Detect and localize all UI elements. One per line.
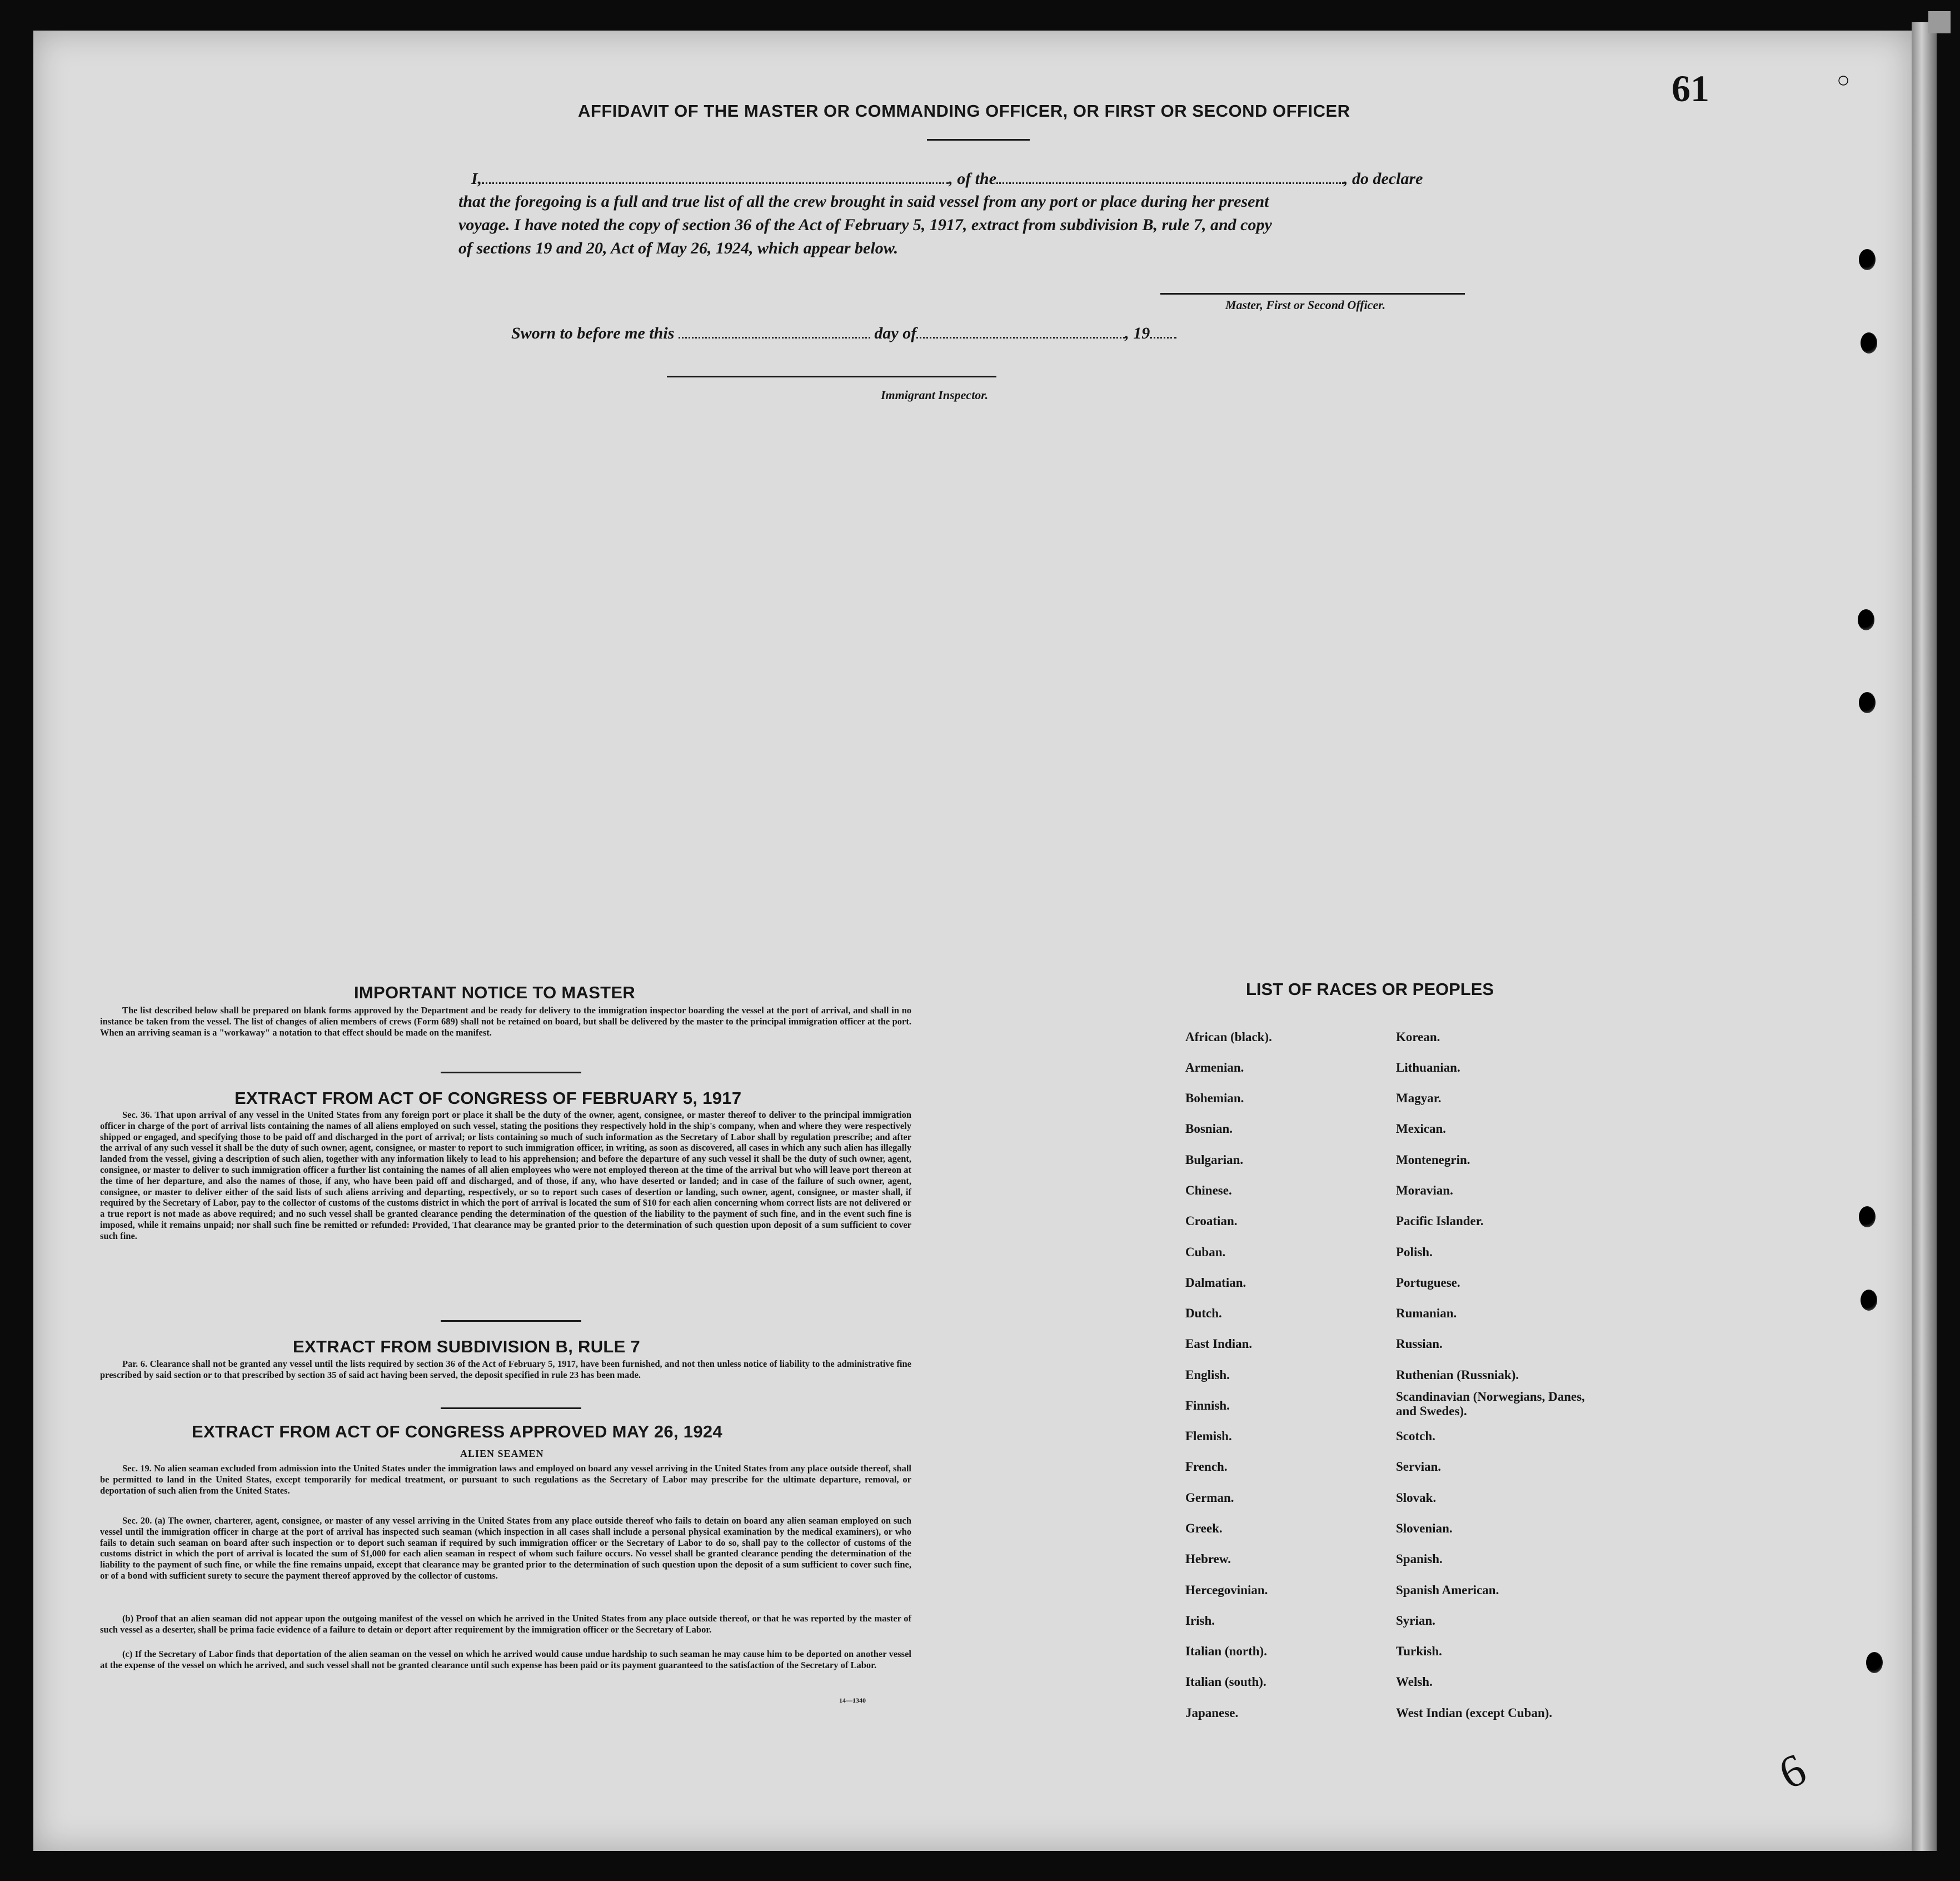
notice-body: The list described below shall be prepared on blank forms approved by the Department and be ready for delivery to the immigration inspector boarding the vessel at the port of arrival, and shall in no instance be taken from the vessel. The list of changes of alien members of crews (Form 689) shall not be retained on board, but shall be delivered by the master to the principal immigration officer at the port. When an arriving seaman is a "workaway" a notation to that effect should be made on the manifest. (100, 1005, 911, 1038)
punch-hole (1861, 332, 1877, 354)
extract-1924-title: EXTRACT FROM ACT OF CONGRESS APPROVED MAY 26, 1924 (192, 1422, 722, 1441)
race-item: Dalmatian. (1185, 1276, 1246, 1290)
race-item: Slovenian. (1396, 1521, 1453, 1535)
punch-hole (1859, 249, 1876, 270)
race-item: Moravian. (1396, 1183, 1453, 1197)
races-title: LIST OF RACES OR PEOPLES (1246, 979, 1494, 999)
race-item: Flemish. (1185, 1429, 1232, 1443)
race-item: Polish. (1396, 1245, 1433, 1259)
inspector-signature-line[interactable] (667, 376, 996, 377)
race-item: Syrian. (1396, 1614, 1435, 1628)
declare-text: , do declare (1344, 170, 1423, 188)
sworn-day-of: day of (874, 324, 917, 342)
alien-seamen-subtitle: ALIEN SEAMEN (460, 1448, 544, 1459)
race-item: Armenian. (1185, 1061, 1244, 1074)
race-item: Rumanian. (1396, 1306, 1457, 1320)
race-item: Mexican. (1396, 1122, 1447, 1136)
extract-1917-title: EXTRACT FROM ACT OF CONGRESS OF FEBRUARY 5, 1917 (235, 1088, 742, 1108)
sec20a-body: Sec. 20. (a) The owner, charterer, agent, consignee, or master of any vessel arriving in the United States from any place outside thereof who fails to detain on board any alien seaman employed on such vessel until the immigration officer in charge at the port of arrival has inspected such seaman (which inspection in all cases shall include a personal physical examination by the medical examiners), or who fails to detain such seaman on board after such inspection or to deport such seaman if required by such immigration officer or the Secretary of Labor to do so, shall pay to the collector of customs of the customs district in which the port of arrival is located the sum of $1,000 for each alien seaman in respect of whom such failure occurs. No vessel shall be granted clearance pending the determination of the liability to the payment of such fine, or while the fine remains unpaid, except that clearance may be granted prior to the determination of such question upon the deposit of a sum sufficient to cover such fine, or of a bond with sufficient surety to secure the payment thereof approved by the collector of customs. (100, 1515, 911, 1581)
circle-mark: ○ (1837, 67, 1851, 92)
race-item: German. (1185, 1491, 1234, 1505)
section-rule (441, 1320, 581, 1322)
punch-hole (1861, 1290, 1877, 1311)
race-item: Spanish. (1396, 1552, 1443, 1566)
extract-rule7-title: EXTRACT FROM SUBDIVISION B, RULE 7 (293, 1337, 641, 1356)
race-item: Cuban. (1185, 1245, 1226, 1259)
race-item: Turkish. (1396, 1644, 1442, 1658)
race-item: Finnish. (1185, 1399, 1230, 1412)
title-rule (927, 139, 1030, 141)
race-item: Japanese. (1185, 1706, 1239, 1720)
sec20b-body: (b) Proof that an alien seaman did not appear upon the outgoing manifest of the vessel on which he arrived in the United States from any place outside thereof, or that he was reported by the master of such vessel as a deserter, shall be prima facie evidence of a failure to detain or deport after requirement by the immigration officer or the Secretary of Labor. (100, 1613, 911, 1635)
notice-title: IMPORTANT NOTICE TO MASTER (354, 983, 636, 1002)
punch-hole (1859, 692, 1876, 713)
race-item: Montenegrin. (1396, 1153, 1470, 1167)
race-item: Russian. (1396, 1337, 1443, 1351)
race-item: Italian (north). (1185, 1644, 1267, 1658)
affidavit-line-2: that the foregoing is a full and true list of all the crew brought in said vessel from any port or place during her present (458, 192, 1269, 211)
section-rule (441, 1407, 581, 1409)
race-item: Hebrew. (1185, 1552, 1231, 1566)
declarant-name-field[interactable] (482, 170, 949, 184)
race-item: Chinese. (1185, 1183, 1232, 1197)
race-item: Korean. (1396, 1030, 1440, 1044)
race-item: Servian. (1396, 1460, 1442, 1474)
sworn-year-prefix: , 19 (1125, 324, 1150, 342)
sec19-body: Sec. 19. No alien seaman excluded from admission into the United States under the immigration laws and employed on board any vessel arriving in the United States from any place outside thereof, shall be permitted to land in the United States, except temporarily for medical treatment, or pursuant to such regulations as the Secretary of Labor may prescribe for the ultimate departure, removal, or deportation of such alien from the United States. (100, 1463, 911, 1496)
page-number-mark: 61 (1672, 67, 1709, 110)
race-item: Ruthenian (Russniak). (1396, 1368, 1519, 1382)
race-item: Lithuanian. (1396, 1061, 1460, 1074)
race-item: African (black). (1185, 1030, 1272, 1044)
affidavit-title: AFFIDAVIT OF THE MASTER OR COMMANDING OFFICER, OR FIRST OR SECOND OFFICER (578, 101, 1350, 121)
race-item: East Indian. (1185, 1337, 1253, 1351)
race-item: Spanish American. (1396, 1583, 1499, 1597)
sworn-year-field[interactable] (1150, 325, 1176, 339)
vessel-name-field[interactable] (996, 170, 1344, 184)
race-item: Dutch. (1185, 1306, 1222, 1320)
race-item: Italian (south). (1185, 1675, 1266, 1689)
sworn-day-field[interactable] (679, 325, 870, 339)
race-item: Bohemian. (1185, 1091, 1244, 1105)
punch-hole (1858, 609, 1874, 630)
extract-1917-body: Sec. 36. That upon arrival of any vessel in the United States from any foreign port or place it shall be the duty of the owner, agent, consignee, or master thereof to deliver to the principal immigration officer in charge of the port of arrival lists containing the names of all aliens employed on such vessel, stating the positions they respectively hold in the ship's company, when and where they were respectively shipped or engaged, and specifying those to be paid off and discharged in the port of arrival; or lists containing so much of such information as the Secretary of Labor shall by regulation prescribe; and after the arrival of any such vessel it shall be the duty of such owner, agent, consignee, or master to report to such immigration officer, in writing, as soon as discovered, all cases in which any such alien has illegally landed from the vessel, giving a description of such alien, together with any information likely to lead to his apprehension; and before the departure of any such vessel it shall be the duty of such owner, agent, consignee, or master to deliver to such immigration officer a further list containing the names of all alien employees who were not employed thereon at the time of the arrival but who will leave port thereon at the time of her departure, and also the names of those, if any, who have been paid off and discharged, and of those, if any, who have deserted or landed; and in case of the failure of such owner, agent, consignee, or master to deliver either of the said lists of such aliens arriving and departing, respectively, or so to report such cases of desertion or landing, such owner, agent, consignee, or master shall, if required by the Secretary of Labor, pay to the collector of customs of the customs district in which the port of arrival is located the sum of $10 for each alien concerning whom correct lists are not delivered or a true report is not made as above required; and no such vessel shall be granted clearance pending the determination of the question of the liability to the payment of such fine, and in the event such fine is imposed, while it remains unpaid; nor shall such fine be remitted or refunded: Provided, That clearance may be granted prior to the determination of such question upon deposit of a sum sufficient to cover such fine. (100, 1109, 911, 1241)
race-item: West Indian (except Cuban). (1396, 1706, 1553, 1720)
signature-label: Master, First or Second Officer. (1225, 298, 1386, 312)
signature-line[interactable] (1160, 293, 1465, 295)
punch-hole (1859, 1206, 1876, 1227)
race-item: Hercegovinian. (1185, 1583, 1268, 1597)
form-number: 14—1340 (839, 1696, 866, 1704)
race-item: Pacific Islander. (1396, 1214, 1484, 1228)
vessel-prefix: , of the (949, 170, 997, 188)
page-corner (1928, 11, 1951, 33)
inspector-label: Immigrant Inspector. (881, 388, 989, 402)
sec20c-body: (c) If the Secretary of Labor finds that deportation of the alien seaman on the vessel on which he arrived would cause undue hardship to such seaman he may cause him to be deported on another vessel at the expense of the vessel on which he arrived, and such vessel shall not be granted clearance until such expense has been paid or its payment guaranteed to the satisfaction of the Secretary of Labor. (100, 1649, 911, 1670)
affidavit-line-4: of sections 19 and 20, Act of May 26, 1924, which appear below. (458, 239, 899, 257)
race-item: Scotch. (1396, 1429, 1435, 1443)
extract-rule7-body: Par. 6. Clearance shall not be granted any vessel until the lists required by section 36 of the Act of February 5, 1917, have been furnished, and not then unless notice of liability to the administrative fine prescribed by said section or to that prescribed by section 35 of said act having been served, the deposit specified in rule 23 has been made. (100, 1358, 911, 1380)
punch-hole (1866, 1652, 1883, 1673)
declarant-prefix: I, (471, 170, 482, 188)
affidavit-line-3: voyage. I have noted the copy of section 36 of the Act of February 5, 1917, extract from subdivision B, rule 7, and copy (458, 216, 1272, 234)
sworn-line (511, 324, 1176, 343)
race-item: English. (1185, 1368, 1230, 1382)
race-item: Scandinavian (Norwegians, Danes, and Swedes). (1396, 1390, 1585, 1418)
race-item: Portuguese. (1396, 1276, 1460, 1290)
race-item: Bulgarian. (1185, 1153, 1244, 1167)
bleed-through-text (356, 92, 362, 118)
page-edge (1912, 22, 1937, 1851)
race-item: Bosnian. (1185, 1122, 1233, 1136)
affidavit-line-1 (471, 170, 1423, 188)
sworn-month-field[interactable] (916, 325, 1125, 339)
race-item: Slovak. (1396, 1491, 1437, 1505)
race-item: Greek. (1185, 1521, 1223, 1535)
race-item: Irish. (1185, 1614, 1215, 1628)
race-item: Magyar. (1396, 1091, 1442, 1105)
race-item: Croatian. (1185, 1214, 1238, 1228)
race-item: French. (1185, 1460, 1228, 1474)
handwritten-number: 6 (1771, 1743, 1814, 1799)
section-rule (441, 1072, 581, 1073)
sworn-prefix: Sworn to before me this (511, 324, 675, 342)
race-item: Welsh. (1396, 1675, 1433, 1689)
